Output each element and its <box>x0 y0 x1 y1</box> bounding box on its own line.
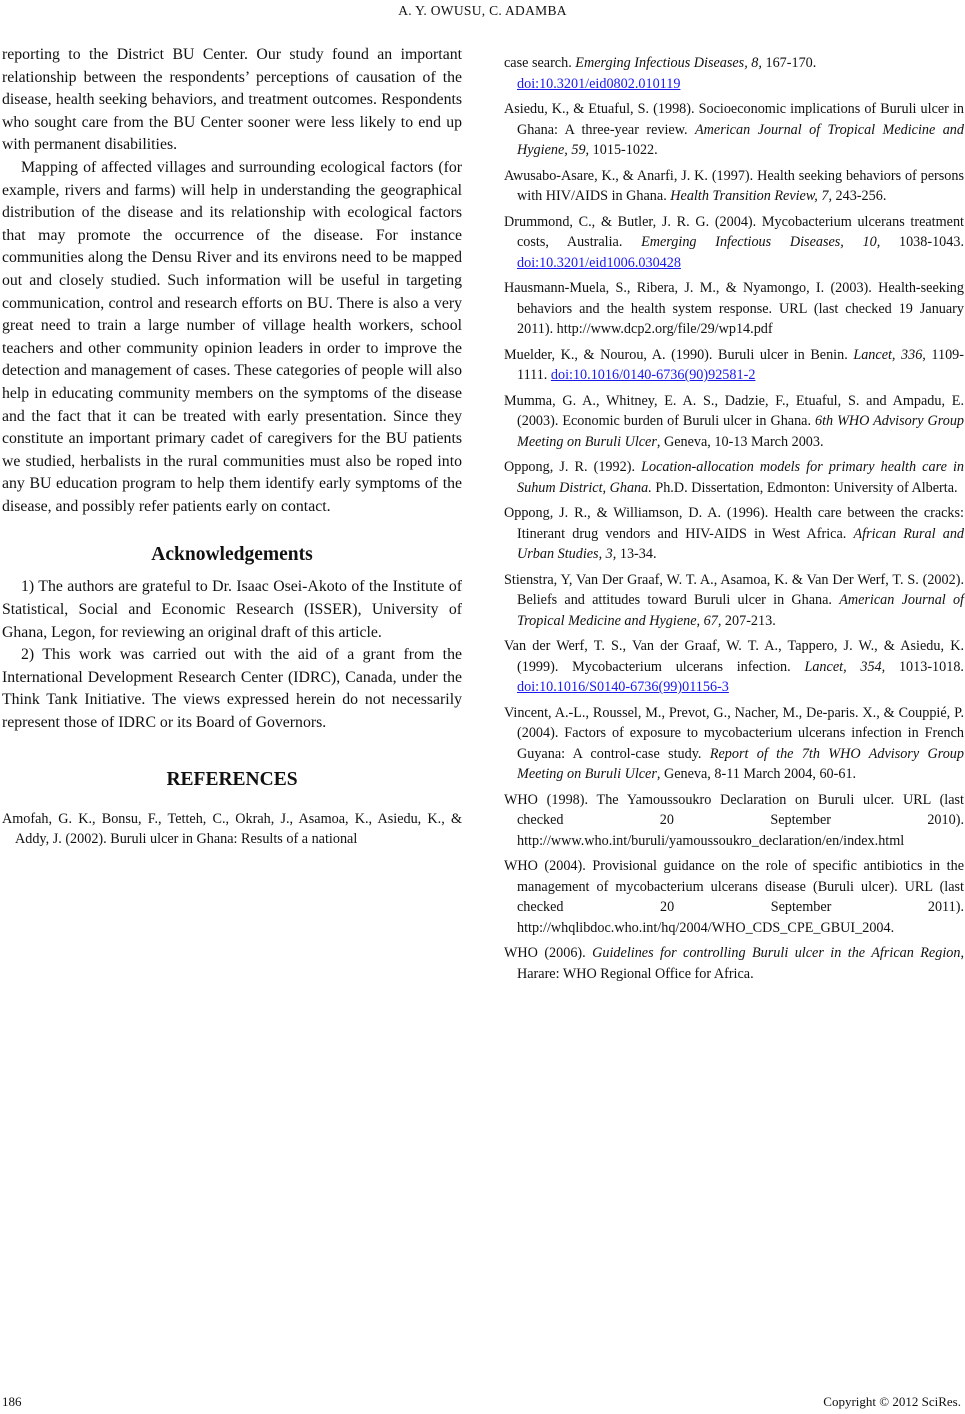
ref-ital: Guidelines for controlling Buruli ulcer in the African Region <box>592 945 961 961</box>
ref-post: , Geneva, 10-13 March 2003. <box>656 433 824 450</box>
ref-post: , Geneva, 8-11 March 2004, 60-61. <box>656 766 857 782</box>
ref-ital: African Rural and Urban Studies, 3, <box>517 525 965 562</box>
reference-item <box>504 856 964 938</box>
ref-post: 1013-1018. <box>885 658 964 675</box>
left-column <box>2 44 462 855</box>
reference-item <box>504 636 964 698</box>
ref-pre: Van der Werf, T. S., Van der Graaf, W. T. A., Tappero, J. W., & Asiedu, K. (1999). Mycobacterium ulcerans infection. <box>504 638 964 675</box>
body-paragraph-2: Mapping of affected villages and surrounding ecological factors (for example, rivers and farms) will help in understanding the geographical distribution of the disease and its relationship with ecological factors that may promote the occurrence of the disease. For instance communities along the Densu River and its environs need to be mapped out and closely studied. Such information will be useful in targeting communication, control and research efforts on BU. There is also a very great need to train a large number of village health workers, school teachers and other community opinion leaders in order to improve the detection and management of cases. These categories of people will also help in educating community members on the symptoms of the disease and the fact that it can be treated with early presentation. Since they constitute an important primary cadet of caregivers for the BU patients we studied, herbalists in the rural communities must also be roped into any BU education program to help them identify early symptoms of the disease, and possibly refer patients early on contact. <box>2 158 462 515</box>
ref-pre: Vincent, A.-L., Roussel, M., Prevot, G., Nacher, M., De-paris. X., & Couppié, P. (2004). Factors of exposure to mycobacterium ulcerans infection in French Guyana: A control-case study. <box>504 704 964 762</box>
right-column <box>504 53 964 989</box>
ref-pre: Oppong, J. R. (1992). <box>504 459 642 475</box>
reference-item <box>504 503 964 565</box>
ref-journal: Emerging Infectious Diseases, 8, <box>575 55 762 71</box>
reference-item <box>504 790 964 852</box>
doi-link[interactable]: doi:10.3201/eid1006.030428 <box>517 254 681 271</box>
page-number: 186 <box>2 1394 22 1409</box>
doi-link[interactable]: doi:10.1016/0140-6736(90)92581-2 <box>550 367 756 383</box>
ref-pre: Drummond, C., & Butler, J. R. G. (2004). Mycobacterium ulcerans treatment costs, Australia. <box>504 213 964 250</box>
reference-item: Amofah, G. K., Bonsu, F., Tetteh, C., Okrah, J., Asamoa, K., Asiedu, K., & Addy, J. (2002). Buruli ulcer in Ghana: Results of a national <box>2 810 462 848</box>
reference-list <box>504 99 964 984</box>
doi-link[interactable]: doi:10.1016/S0140-6736(99)01156-3 <box>517 679 729 695</box>
ref-post: Ph.D. Dissertation, Edmonton: University of Alberta. <box>651 479 958 496</box>
ref-ital: Lancet, 354, <box>804 658 886 675</box>
ref-post: 1015-1022. <box>589 142 658 158</box>
ref-post: 1109-1111. <box>517 346 964 383</box>
ref-post: 13-34. <box>616 546 657 562</box>
ref-post: 243-256. <box>832 188 887 204</box>
reference-item <box>504 166 964 207</box>
ref-ital: Emerging Infectious Diseases, 10, <box>641 234 881 250</box>
reference-continuation <box>504 53 964 94</box>
reference-item <box>504 703 964 785</box>
ref-pre: Mumma, G. A., Whitney, E. A. S., Dadzie, F., Etuaful, S. and Ampadu, E. (2003). Economic burden of Buruli ulcer in Ghana. <box>504 392 964 429</box>
ref-ital: Health Transition Review, 7, <box>670 188 832 204</box>
acknowledgement-1: 1) The authors are grateful to Dr. Isaac Osei-Akoto of the Institute of Statistical, Social and Economic Research (ISSER), University of Ghana, Legon, for reviewing an original draft of this article. <box>2 578 462 641</box>
doi-link[interactable]: doi:10.3201/eid0802.010119 <box>517 75 681 92</box>
copyright-notice: Copyright © 2012 SciRes. <box>823 1394 961 1409</box>
ref-post: 207-213. <box>721 612 776 629</box>
ref-text: case search. <box>504 55 576 71</box>
reference-item <box>504 391 964 453</box>
ref-ital: Lancet, 336, <box>853 346 926 363</box>
ref-pre: Stienstra, Y, Van Der Graaf, W. T. A., Asamoa, K. & Van Der Werf, T. S. (2002). Beliefs and attitudes toward Buruli ulcer in Ghana. <box>504 571 964 608</box>
ref-pre: WHO (2004). Provisional guidance on the role of specific antibiotics in the management of mycobacterium ulcerans disease (Buruli ulcer). URL (last checked 20 September 2011). http://whqlibdoc.who.int/hq/2004/WHO_CDS_CPE_GBUI_2004. <box>504 858 964 936</box>
running-head: A. Y. OWUSU, C. ADAMBA <box>398 3 567 18</box>
reference-item <box>504 570 964 632</box>
ref-ital: 6th WHO Advisory Group Meeting on Buruli Ulcer <box>517 413 965 450</box>
reference-item <box>504 99 964 161</box>
ref-pages: 167-170. <box>761 55 817 71</box>
references-heading: REFERENCES <box>166 768 298 790</box>
reference-item <box>504 278 964 340</box>
acknowledgements-heading: Acknowledgements <box>151 544 313 566</box>
ref-ital: Report of the 7th WHO Advisory Group Meeting on Buruli Ulcer <box>517 745 964 782</box>
ref-pre: WHO (2006). <box>504 945 593 961</box>
ref-pre: Awusabo-Asare, K., & Anarfi, J. K. (1997). Health seeking behaviors of persons with HIV/AIDS in Ghana. <box>504 167 964 204</box>
ref-pre: Oppong, J. R., & Williamson, D. A. (1996). Health care between the cracks: Itinerant drug vendors and HIV-AIDS in West Africa. <box>504 505 964 542</box>
ref-pre: Asiedu, K., & Etuaful, S. (1998). Socioeconomic implications of Buruli ulcer in Ghana: A three-year review. <box>504 101 964 138</box>
ref-pre: Muelder, K., & Nourou, A. (1990). Buruli ulcer in Benin. <box>504 346 854 363</box>
reference-item <box>504 345 964 386</box>
reference-item <box>504 943 964 984</box>
body-paragraph-1: reporting to the District BU Center. Our study found an important relationship between the respondents’ perceptions of causation of the disease, health seeking behaviors, and treatment outcomes. Respondents who sought care from the BU Center sooner were less likely to end up with permanent disabilities. <box>2 46 462 154</box>
ref-post: 1038-1043. <box>880 234 964 250</box>
ref-ital: Location-allocation models for primary health care in Suhum District, Ghana. <box>517 459 964 496</box>
reference-item <box>504 212 964 274</box>
acknowledgement-2: 2) This work was carried out with the aid of a grant from the International Development Research Center (IDRC), Canada, under the Think Tank Initiative. The views expressed herein do not necessarily represent those of IDRC or its Board of Governors. <box>2 646 462 732</box>
ref-pre: Hausmann-Muela, S., Ribera, J. M., & Nyamongo, I. (2003). Health-seeking behaviors and the health system response. URL (last checked 19 January 2011). http://www.dcp2.org/file/29/wp14.pdf <box>504 280 964 337</box>
reference-item <box>504 457 964 498</box>
ref-ital: American Journal of Tropical Medicine and Hygiene, 59, <box>517 121 964 158</box>
ref-pre: WHO (1998). The Yamoussoukro Declaration on Buruli ulcer. URL (last checked 20 September 2010). http://www.who.int/buruli/yamoussoukro_declaration/en/index.html <box>504 791 964 849</box>
ref-post: , Harare: WHO Regional Office for Africa. <box>517 945 964 982</box>
ref-ital: American Journal of Tropical Medicine and Hygiene, 67, <box>517 592 964 629</box>
